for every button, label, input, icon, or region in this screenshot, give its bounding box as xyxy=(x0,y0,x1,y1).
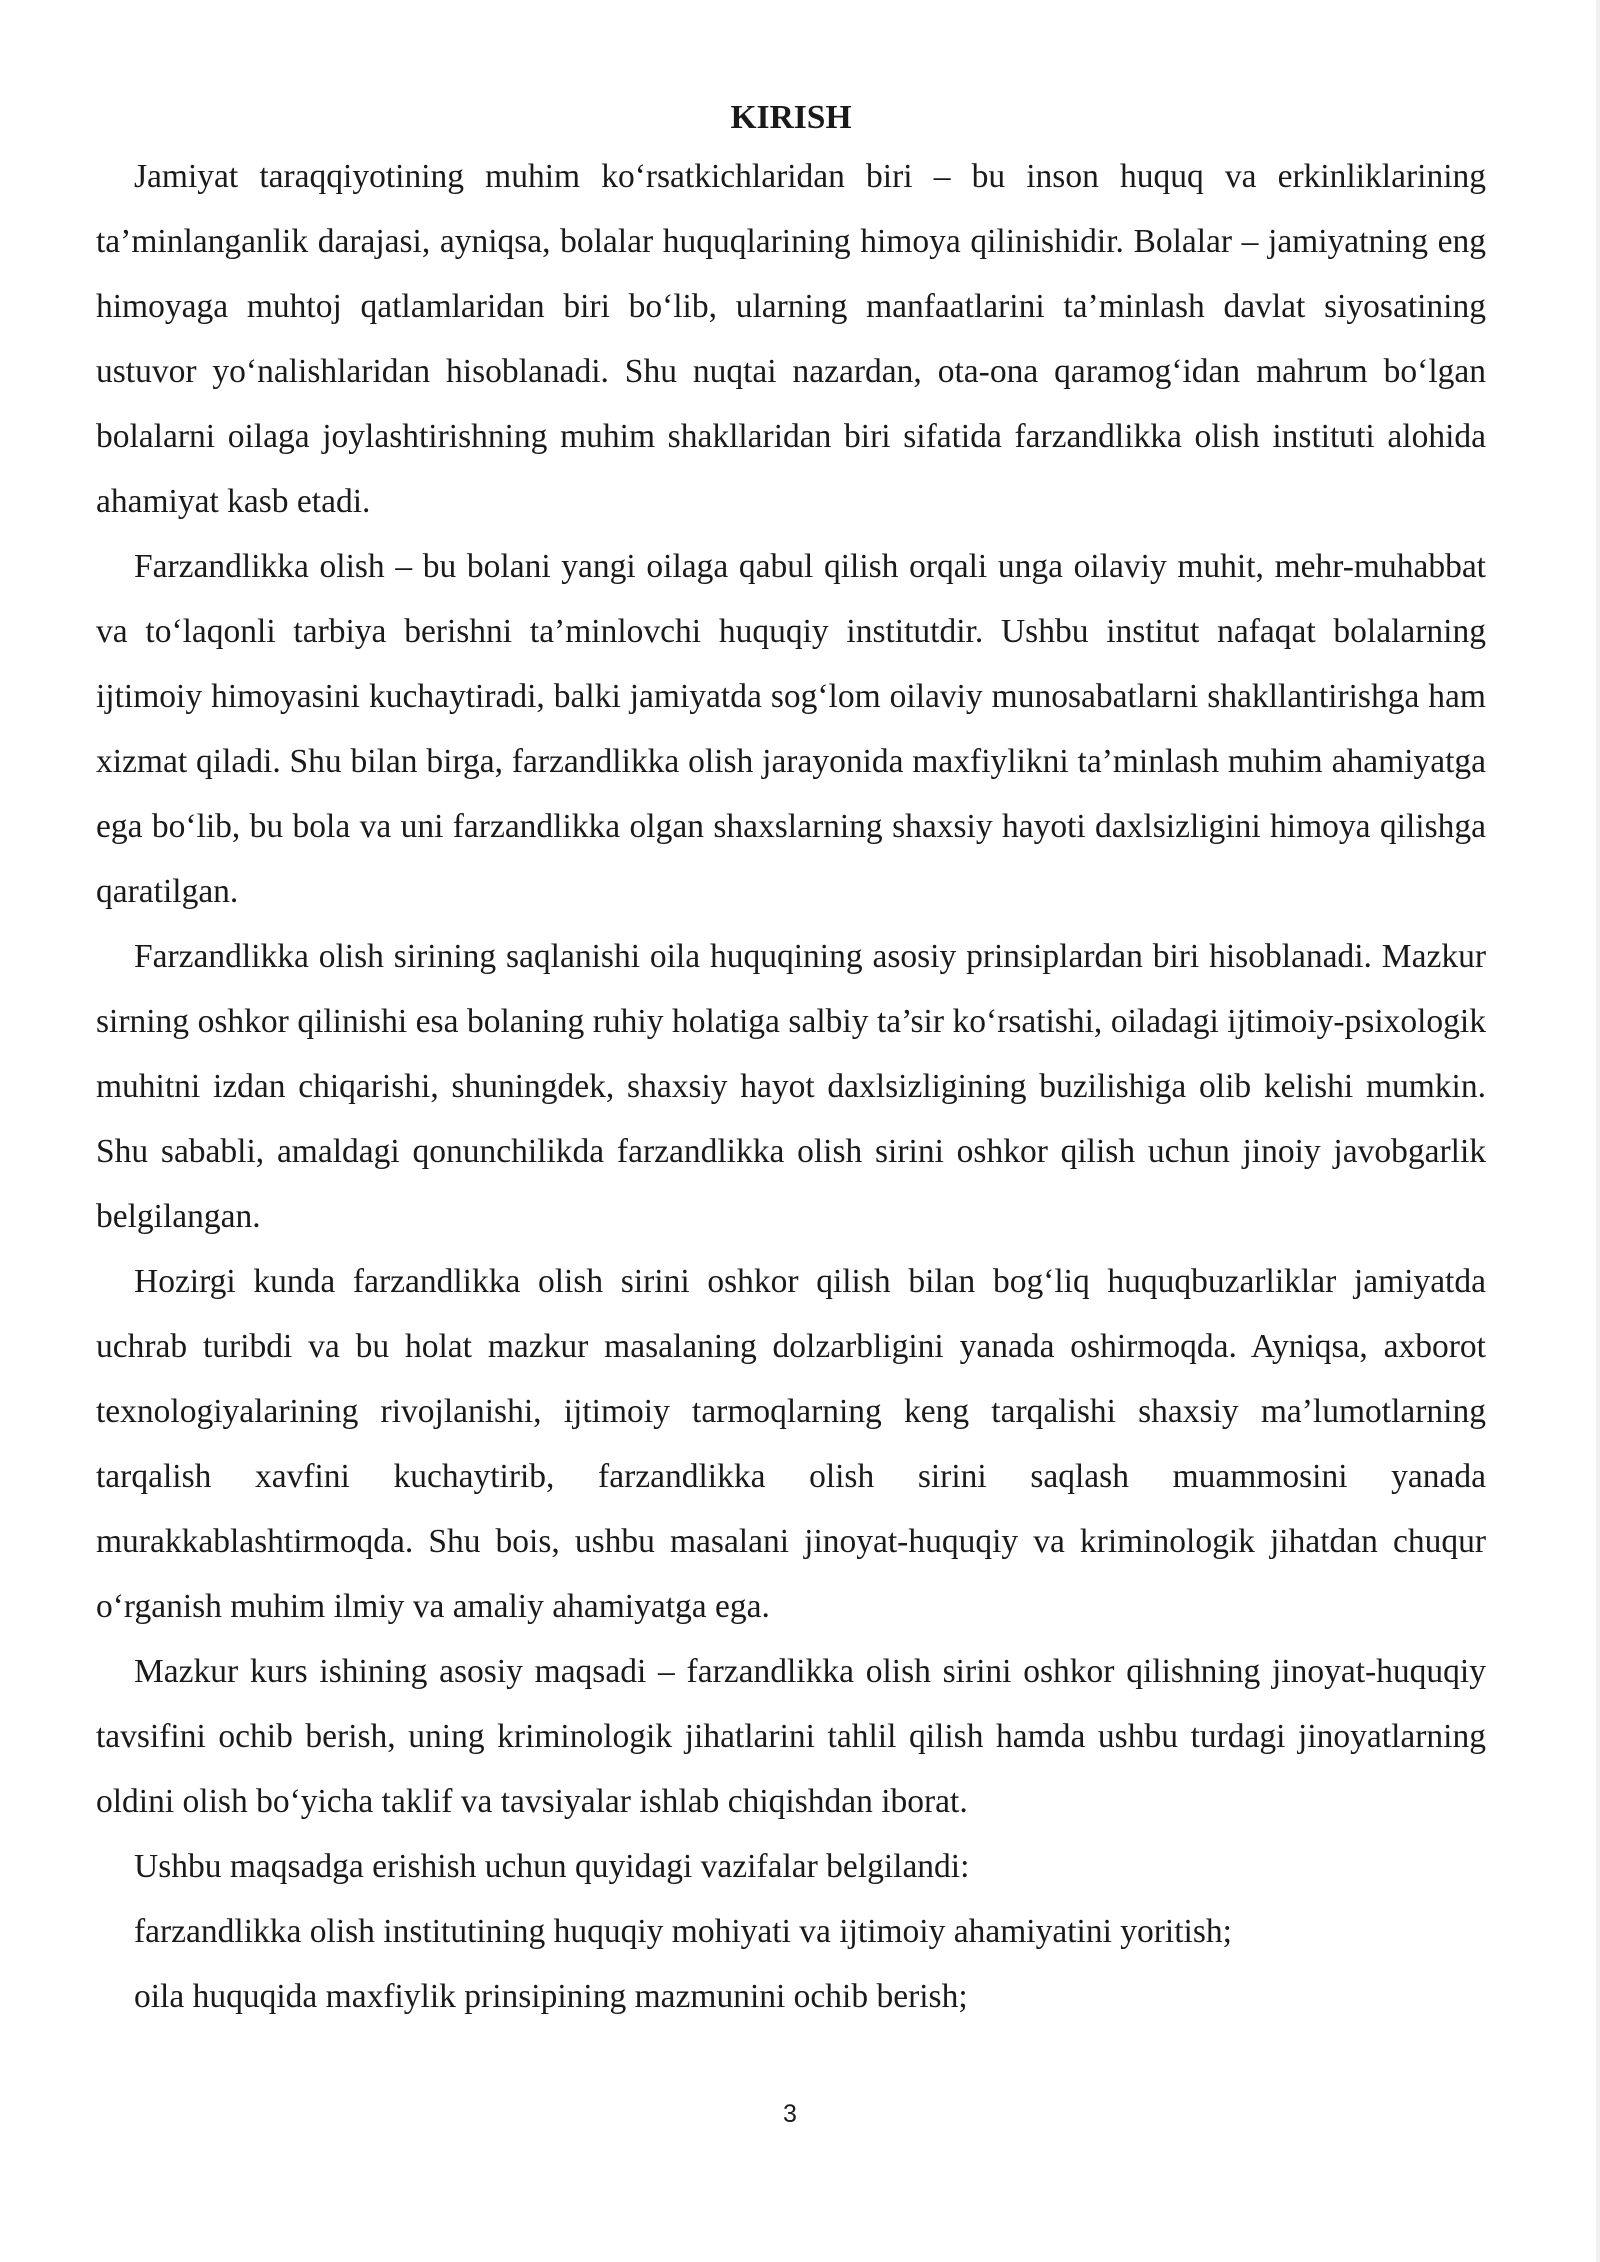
section-heading: KIRISH xyxy=(730,99,852,136)
paragraph-2: Farzandlikka olish – bu bolani yangi oilaga qabul qilish orqali unga oilaviy muhit, mehr-muhabbat va to‘laqonli tarbiya berishni ta’minlovchi huquqiy institutdir. Ushbu institut nafaqat bolalarning ijtimoiy himoyasini kuchaytiradi, balki jamiyatda sog‘lom oilaviy munosabatlarni shakllantirishga ham xizmat qiladi. Shu bilan birga, farzandlikka olish jarayonida maxfiylikni ta’minlash muhim ahamiyatga ega bo‘lib, bu bola va uni farzandlikka olgan shaxslarning shaxsiy hayoti daxlsizligini himoya qilishga qaratilgan. xyxy=(96,548,1486,910)
paragraph-3: Farzandlikka olish sirining saqlanishi oila huquqining asosiy prinsiplardan biri hisoblanadi. Mazkur sirning oshkor qilinishi esa bolaning ruhiy holatiga salbiy ta’sir ko‘rsatishi, oiladagi ijtimoiy-psixologik muhitni izdan chiqarishi, shuningdek, shaxsiy hayot daxlsizligining buzilishiga olib kelishi mumkin. Shu sababli, amaldagi qonunchilikda farzandlikka olish sirini oshkor qilish uchun jinoiy javobgarlik belgilangan. xyxy=(96,938,1486,1235)
page-edge xyxy=(1596,0,1600,2262)
page-number: 3 xyxy=(783,2100,797,2128)
page-content xyxy=(96,92,1486,2029)
paragraph-6: Ushbu maqsadga erishish uchun quyidagi vazifalar belgilandi: xyxy=(134,1848,970,1885)
paragraph-5: Mazkur kurs ishining asosiy maqsadi – farzandlikka olish sirini oshkor qilishning jinoyat-huquqiy tavsifini ochib berish, uning kriminologik jihatlarini tahlil qilish hamda ushbu turdagi jinoyatlarning oldini olish bo‘yicha taklif va tavsiyalar ishlab chiqishdan iborat. xyxy=(96,1653,1486,1820)
paragraph-4: Hozirgi kunda farzandlikka olish sirini oshkor qilish bilan bog‘liq huquqbuzarliklar jamiyatda uchrab turibdi va bu holat mazkur masalaning dolzarbligini yanada oshirmoqda. Ayniqsa, axborot texnologiyalarining rivojlanishi, ijtimoiy tarmoqlarning keng tarqalishi shaxsiy ma’lumotlarning tarqalish xavfini kuchaytirib, farzandlikka olish sirini saqlash muammosini yanada murakkablashtirmoqda. Shu bois, ushbu masalani jinoyat-huquqiy va kriminologik jihatdan chuqur o‘rganish muhim ilmiy va amaliy ahamiyatga ega. xyxy=(96,1263,1486,1625)
task-item-1: farzandlikka olish institutining huquqiy mohiyati va ijtimoiy ahamiyatini yoritish; xyxy=(134,1913,1232,1950)
paragraph-1: Jamiyat taraqqiyotining muhim ko‘rsatkichlaridan biri – bu inson huquq va erkinliklarining ta’minlanganlik darajasi, ayniqsa, bolalar huquqlarining himoya qilinishidir. Bolalar – jamiyatning eng himoyaga muhtoj qatlamlaridan biri bo‘lib, ularning manfaatlarini ta’minlash davlat siyosatining ustuvor yo‘nalishlaridan hisoblanadi. Shu nuqtai nazardan, ota-ona qaramog‘idan mahrum bo‘lgan bolalarni oilaga joylashtirishning muhim shakllaridan biri sifatida farzandlikka olish instituti alohida ahamiyat kasb etadi. xyxy=(96,158,1486,520)
task-item-2: oila huquqida maxfiylik prinsipining mazmunini ochib berish; xyxy=(134,1978,968,2015)
